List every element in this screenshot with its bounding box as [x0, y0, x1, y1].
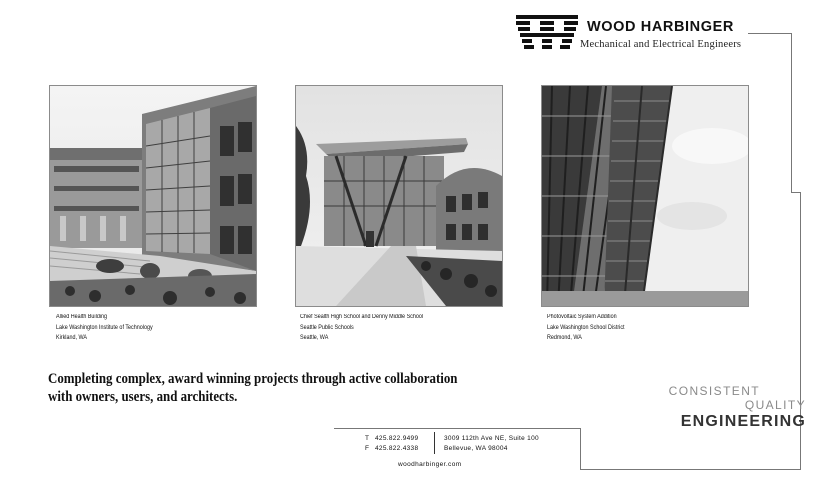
frame-line-right-upper — [791, 33, 792, 193]
contact-divider — [434, 432, 435, 454]
address-line-2: Bellevue, WA 98004 — [444, 445, 508, 452]
slogan-quality: QUALITY — [744, 398, 806, 412]
slogan-consistent: CONSISTENT — [668, 384, 760, 398]
contact-rule — [334, 428, 581, 429]
project-caption-1 — [56, 312, 153, 344]
project-client: Seattle Public Schools — [300, 324, 354, 331]
brand-subtitle: Mechanical and Electrical Engineers — [580, 39, 742, 50]
project-name: Allied Health Building — [56, 314, 108, 320]
tagline — [48, 370, 457, 406]
project-photo-allied-health — [49, 85, 257, 307]
project-caption-3 — [547, 312, 625, 344]
project-photo-chief-sealth — [295, 85, 503, 307]
tagline-line-2: with owners, users, and architects. — [48, 389, 238, 405]
tagline-line-1: Completing complex, award winning projects through active collaboration — [48, 371, 458, 387]
contact-address — [444, 434, 539, 454]
fax-number: 425.822.4338 — [375, 445, 419, 452]
project-location: Seattle, WA — [300, 335, 329, 341]
project-name: Chief Sealth High School and Denny Middle School — [300, 314, 424, 320]
project-photo-photovoltaic — [541, 85, 749, 307]
project-client: Lake Washington Institute of Technology — [56, 324, 153, 331]
frame-line-top — [748, 33, 792, 34]
frame-line-bottom-left — [580, 428, 581, 470]
project-location: Kirkland, WA — [56, 335, 88, 341]
phone-label: T — [365, 435, 370, 442]
project-location: Redmond, WA — [547, 335, 582, 341]
project-client: Lake Washington School District — [547, 324, 625, 331]
project-caption-2 — [300, 312, 423, 344]
fax-label: F — [365, 445, 370, 452]
wood-harbinger-logo-icon — [516, 15, 578, 51]
brand-name: WOOD HARBINGER — [587, 19, 734, 35]
frame-line-bottom — [580, 469, 801, 470]
contact-phones — [365, 434, 418, 454]
website-link[interactable]: woodharbinger.com — [398, 461, 462, 468]
address-line-1: 3009 112th Ave NE, Suite 100 — [444, 435, 539, 442]
slogan-engineering: ENGINEERING — [680, 413, 806, 430]
project-name: Photovoltaic System Addition — [547, 314, 617, 320]
phone-number: 425.822.9499 — [375, 435, 419, 442]
